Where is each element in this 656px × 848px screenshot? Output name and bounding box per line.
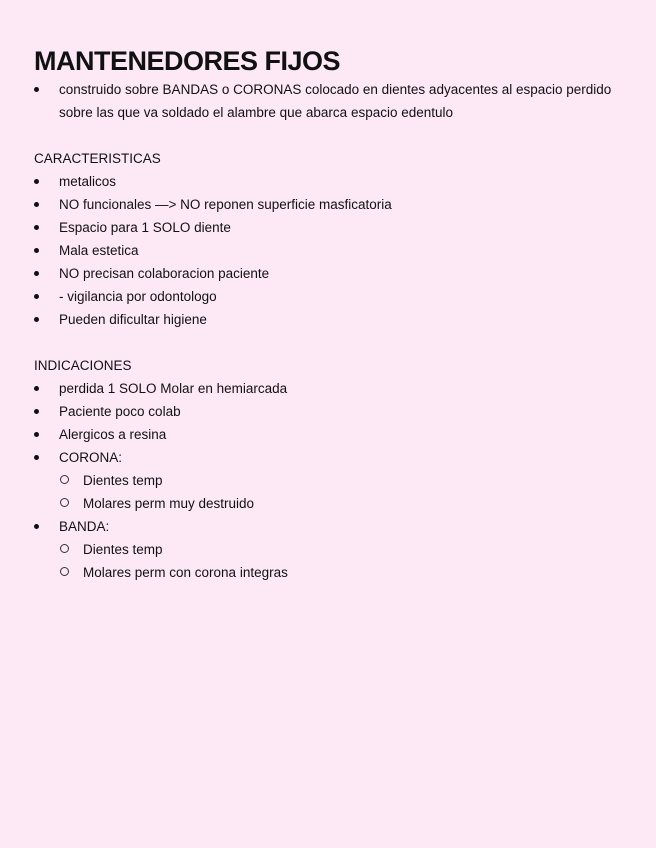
- list-item: [34, 239, 624, 262]
- indicaciones-list: [34, 377, 624, 584]
- intro-list: [34, 78, 624, 124]
- bullet-icon: [34, 409, 39, 414]
- hollow-circle-icon: [60, 544, 69, 553]
- list-item: [34, 285, 624, 308]
- list-item-text: Pueden dificultar higiene: [59, 312, 207, 327]
- sublist-item: [59, 469, 624, 492]
- list-item-text: perdida 1 SOLO Molar en hemiarcada: [59, 381, 288, 396]
- list-item: [34, 308, 624, 331]
- list-item-text: BANDA:: [59, 519, 110, 534]
- list-item-text: NO funcionales —> NO reponen superficie masficatoria: [59, 197, 392, 212]
- bullet-icon: [34, 294, 39, 299]
- list-item-text: metalicos: [59, 174, 117, 189]
- page-title: MANTENEDORES FIJOS: [34, 46, 341, 76]
- corona-sublist: [59, 469, 624, 515]
- bullet-icon: [34, 225, 39, 230]
- bullet-icon: [34, 179, 39, 184]
- bullet-icon: [34, 386, 39, 391]
- list-item-text: Espacio para 1 SOLO diente: [59, 220, 231, 235]
- bullet-icon: [34, 524, 39, 529]
- bullet-icon: [34, 432, 39, 437]
- list-item: [34, 193, 624, 216]
- list-item: [34, 423, 624, 446]
- hollow-circle-icon: [60, 498, 69, 507]
- bullet-icon: [34, 455, 39, 460]
- bullet-icon: [34, 271, 39, 276]
- list-item-text: NO precisan colaboracion paciente: [59, 266, 270, 281]
- bullet-icon: [34, 202, 39, 207]
- list-item-text: Mala estetica: [59, 243, 139, 258]
- hollow-circle-icon: [60, 475, 69, 484]
- section-heading-indicaciones: INDICACIONES: [34, 358, 132, 373]
- sublist-item-text: Dientes temp: [83, 473, 163, 488]
- list-item: [34, 377, 624, 400]
- list-item-text: CORONA:: [59, 450, 123, 465]
- list-item: [34, 78, 624, 124]
- sublist-item: [59, 561, 624, 584]
- sublist-item: [59, 538, 624, 561]
- list-item-corona: [34, 446, 624, 515]
- sublist-item: [59, 492, 624, 515]
- list-item: [34, 262, 624, 285]
- bullet-icon: [34, 248, 39, 253]
- list-item-text: Alergicos a resina: [59, 427, 167, 442]
- document-page: [34, 44, 624, 584]
- list-item: [34, 400, 624, 423]
- list-item-banda: [34, 515, 624, 584]
- section-heading-caracteristicas: CARACTERISTICAS: [34, 151, 161, 166]
- sublist-item-text: Dientes temp: [83, 542, 163, 557]
- list-item: [34, 216, 624, 239]
- banda-sublist: [59, 538, 624, 584]
- sublist-item-text: Molares perm muy destruido: [83, 496, 255, 511]
- bullet-icon: [34, 87, 39, 92]
- list-item-text: Paciente poco colab: [59, 404, 181, 419]
- intro-text: construido sobre BANDAS o CORONAS colocado en dientes adyacentes al espacio perdido sobre las que va soldado el alambre que abarca espacio edentulo: [59, 82, 612, 120]
- sublist-item-text: Molares perm con corona integras: [83, 565, 288, 580]
- list-item: [34, 170, 624, 193]
- caracteristicas-list: [34, 170, 624, 331]
- list-item-text: - vigilancia por odontologo: [59, 289, 217, 304]
- bullet-icon: [34, 317, 39, 322]
- hollow-circle-icon: [60, 567, 69, 576]
